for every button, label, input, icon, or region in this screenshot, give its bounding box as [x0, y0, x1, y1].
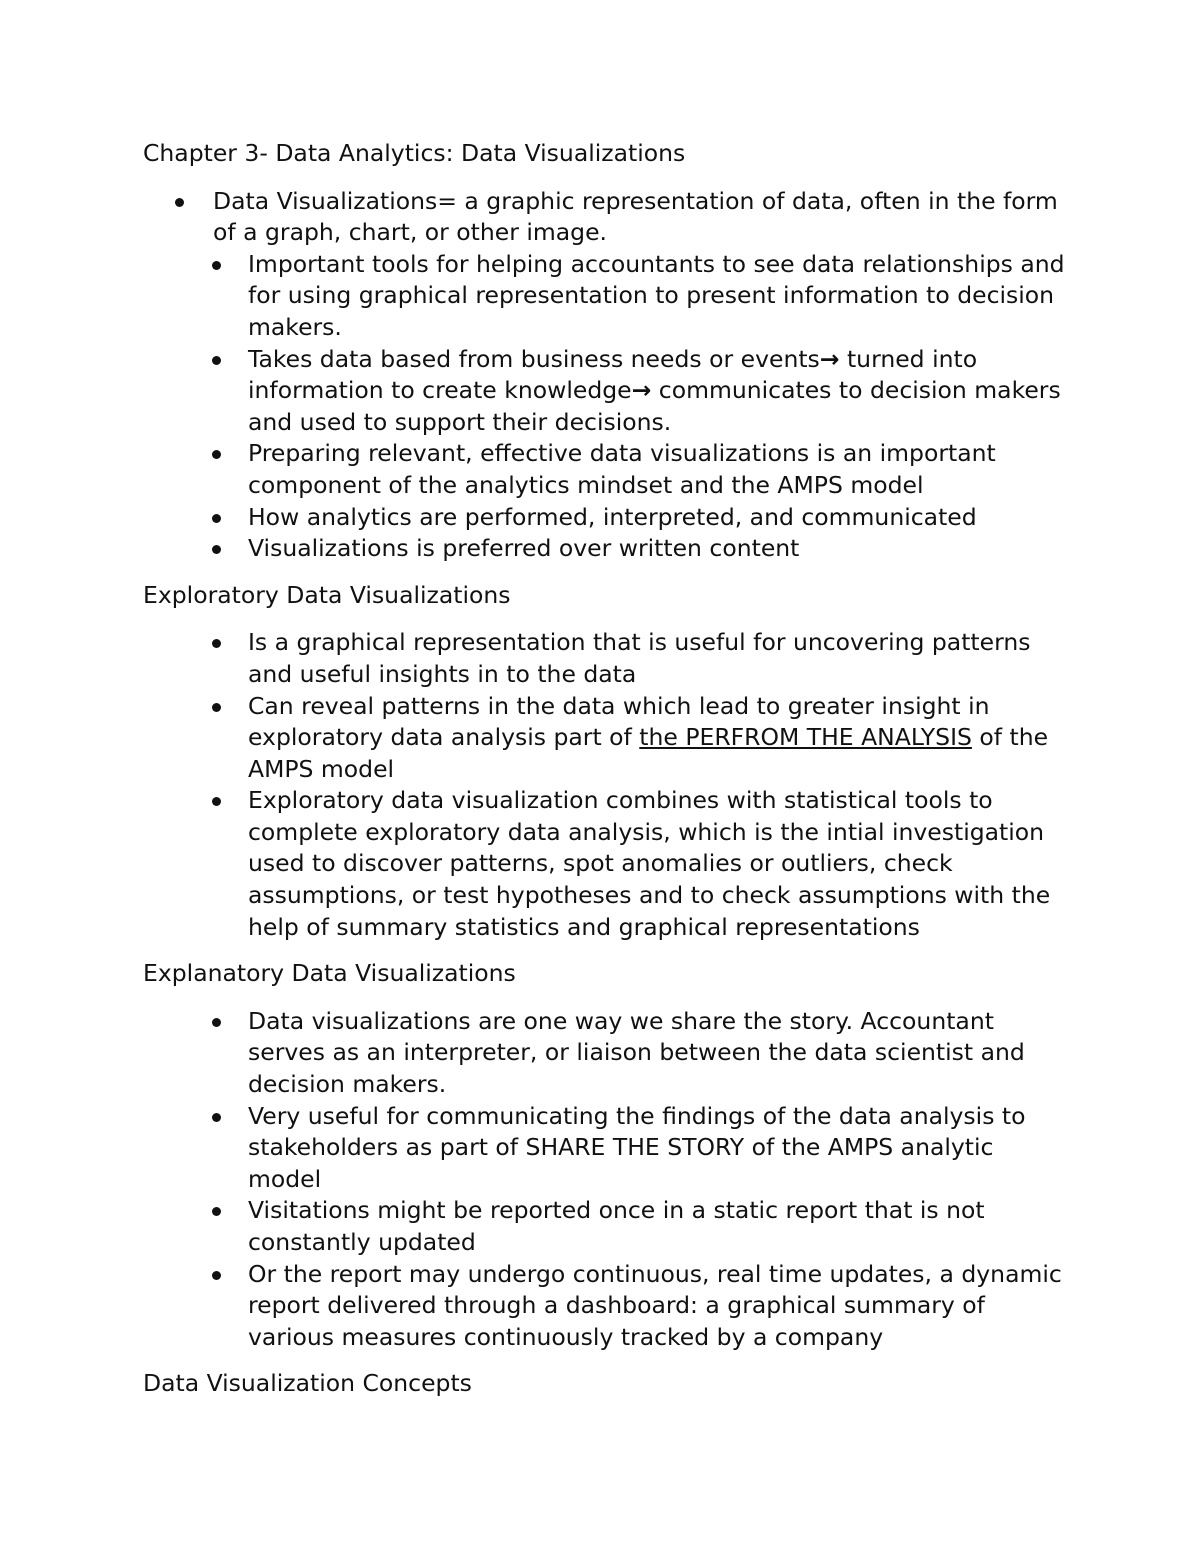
- bullet-icon: [212, 545, 221, 554]
- list-item: [143, 249, 1073, 344]
- list-item-text: of the AMPS model: [248, 723, 1049, 783]
- list-item-text: Visitations might be reported once in a static report that is not constantly updated: [248, 1196, 985, 1256]
- explanatory-list: [143, 1006, 1073, 1354]
- bullet-icon: [212, 703, 221, 712]
- list-item: [143, 627, 1073, 690]
- list-item-text: How analytics are performed, interpreted, and communicated: [248, 502, 977, 531]
- list-item: [143, 1006, 1073, 1101]
- list-item: [143, 1101, 1073, 1196]
- chapter-title: Chapter 3- Data Analytics: Data Visualizations: [143, 139, 686, 167]
- arrow-icon: →: [819, 344, 840, 373]
- bullet-icon: [212, 1018, 221, 1027]
- bullet-icon: [212, 514, 221, 523]
- list-item-text: Or the report may undergo continuous, real time updates, a dynamic report delivered through a dashboard: a graphical summary of various measures continuously tracked by a company: [248, 1259, 1062, 1351]
- bullet-icon: [212, 450, 221, 459]
- underlined-phrase: the PERFROM THE ANALYSIS: [639, 723, 972, 752]
- list-item: [143, 502, 1073, 534]
- list-item-text: turned into information to create knowledge: [248, 344, 978, 405]
- list-item: [143, 344, 1073, 439]
- list-item-text: Very useful for communicating the findings of the data analysis to stakeholders as part of SHARE THE STORY of the AMPS analytic model: [248, 1101, 1026, 1193]
- list-item-text: Important tools for helping accountants to see data relationships and for using graphical representation to present information to decision makers.: [248, 249, 1065, 341]
- exploratory-list: [143, 627, 1073, 943]
- bullet-icon: [212, 356, 221, 365]
- list-item-text: Takes data based from business needs or events: [248, 344, 820, 373]
- bullet-icon: [212, 1207, 221, 1216]
- list-item: [143, 438, 1073, 501]
- bullet-icon: [212, 639, 221, 648]
- list-item-text: communicates to decision makers and used to support their decisions.: [248, 376, 1061, 436]
- list-item: [143, 1259, 1073, 1354]
- list-item: [143, 533, 1073, 565]
- arrow-icon: →: [631, 376, 652, 405]
- bullet-icon: [175, 198, 184, 207]
- section-heading-explanatory: Explanatory Data Visualizations: [143, 959, 516, 988]
- list-item-text: Is a graphical representation that is useful for uncovering patterns and useful insights in to the data: [248, 628, 1031, 688]
- section-heading-exploratory: Exploratory Data Visualizations: [143, 580, 511, 609]
- intro-list: [143, 186, 1073, 565]
- bullet-icon: [212, 1113, 221, 1122]
- list-item: [143, 691, 1073, 786]
- section-heading-concepts: Data Visualization Concepts: [143, 1369, 472, 1398]
- list-item-text: Preparing relevant, effective data visualizations is an important component of the analytics mindset and the AMPS model: [248, 439, 996, 499]
- list-item-text: Data visualizations are one way we share the story. Accountant serves as an interpreter, or liaison between the data scientist and decision makers.: [248, 1006, 1025, 1099]
- list-item: [143, 785, 1073, 943]
- list-item-text: Can reveal patterns in the data which lead to greater insight in exploratory data analysis part of: [248, 691, 990, 752]
- bullet-icon: [212, 261, 221, 270]
- list-item-text: Visualizations is preferred over written content: [248, 534, 800, 563]
- list-item-text: Exploratory data visualization combines with statistical tools to complete exploratory data analysis, which is the intial investigation used to discover patterns, spot anomalies or outliers, check assumptions, or test hypotheses and to check assumptions with the help of summary statistics and graphical representations: [248, 786, 1051, 941]
- definition-text: Data Visualizations= a graphic representation of data, often in the form of a graph, chart, or other image.: [213, 186, 1058, 247]
- list-item: [143, 1195, 1073, 1258]
- document-page: [143, 138, 1073, 1400]
- bullet-icon: [212, 1271, 221, 1280]
- bullet-icon: [212, 797, 221, 806]
- list-item: [143, 186, 1073, 249]
